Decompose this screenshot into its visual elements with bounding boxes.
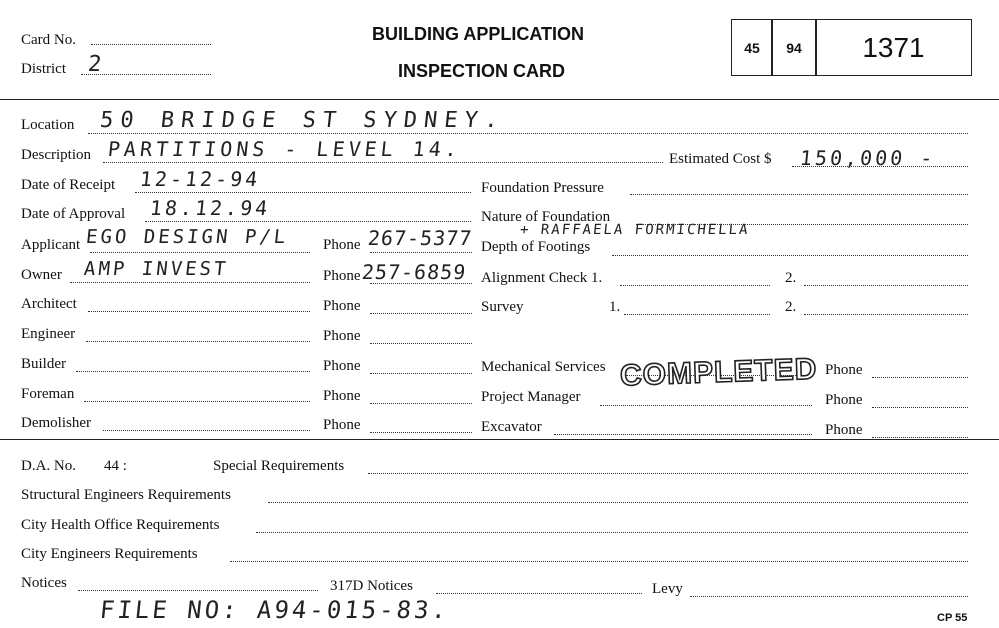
owner-label: Owner: [21, 267, 62, 283]
city-engineers-line: [230, 561, 968, 562]
notices-label: Notices: [21, 575, 67, 591]
notices-line: [78, 590, 318, 591]
estimated-cost-value: 150,000 -: [798, 146, 937, 170]
owner-line: [70, 282, 310, 283]
demolisher-phone-line: [370, 432, 472, 433]
alignment-check-label: Alignment Check 1.: [481, 270, 603, 286]
card-no-label: Card No.: [21, 32, 76, 48]
alignment-check-1-line: [620, 285, 770, 286]
excavator-phone-label: Phone: [825, 422, 863, 438]
project-manager-label: Project Manager: [481, 389, 581, 405]
location-value: 50 BRIDGE ST SYDNEY.: [98, 108, 507, 133]
form-code: CP 55: [937, 612, 968, 624]
description-line: [103, 162, 663, 163]
applicant-line: [90, 252, 310, 253]
city-engineers-label: City Engineers Requirements: [21, 546, 198, 562]
project-manager-line: [600, 405, 812, 406]
owner-phone-label: Phone: [323, 268, 361, 284]
project-manager-phone-label: Phone: [825, 392, 863, 408]
special-requirements-line: [368, 473, 968, 474]
reference-box: [731, 19, 972, 77]
survey-2-line: [804, 314, 968, 315]
foreman-phone-line: [370, 403, 472, 404]
ref-box-2-value: 94: [786, 39, 802, 56]
card-no-line: [91, 44, 211, 45]
foundation-pressure-line: [630, 194, 968, 195]
da-no-value: 44 :: [104, 458, 127, 474]
date-of-receipt-label: Date of Receipt: [21, 177, 116, 193]
survey-1-label: 1.: [609, 299, 621, 315]
owner-phone-value: 257-6859: [360, 260, 468, 284]
builder-phone-label: Phone: [323, 358, 361, 374]
architect-line: [88, 311, 310, 312]
file-no-value: FILE NO: A94-015-83.: [98, 596, 451, 624]
excavator-phone-line: [872, 437, 968, 438]
structural-engineers-line: [268, 502, 968, 503]
footings-note: + RAFFAELA FORMICHELLA: [519, 222, 751, 238]
engineer-line: [86, 341, 310, 342]
description-label: Description: [21, 147, 91, 163]
foreman-line: [84, 401, 310, 402]
notices-317d-line: [436, 593, 642, 594]
da-no-label: D.A. No.: [21, 458, 76, 474]
architect-phone-label: Phone: [323, 298, 361, 314]
applicant-value: EGO DESIGN P/L: [84, 226, 290, 248]
completed-stamp: COMPLETED: [619, 352, 818, 393]
demolisher-label: Demolisher: [21, 415, 91, 431]
demolisher-line: [103, 430, 310, 431]
demolisher-phone-label: Phone: [323, 417, 361, 433]
ref-box-1: [731, 19, 773, 76]
foreman-label: Foreman: [21, 386, 75, 402]
description-value: PARTITIONS - LEVEL 14.: [106, 137, 463, 161]
date-of-approval-label: Date of Approval: [21, 206, 126, 222]
owner-value: AMP INVEST: [82, 258, 230, 280]
mechanical-services-label: Mechanical Services: [481, 359, 606, 375]
district-value: 2: [86, 52, 106, 77]
city-health-label: City Health Office Requirements: [21, 517, 220, 533]
card-title-line2: INSPECTION CARD: [398, 61, 566, 81]
alignment-check-2-line: [804, 285, 968, 286]
ref-box-2: [771, 19, 817, 76]
foundation-pressure-label: Foundation Pressure: [481, 180, 604, 196]
survey-1-line: [624, 314, 770, 315]
applicant-phone-line: [370, 252, 472, 253]
project-manager-phone-line: [872, 407, 968, 408]
mechanical-phone-label: Phone: [825, 362, 863, 378]
ref-number-value: 1371: [862, 31, 925, 63]
applicant-label: Applicant: [21, 237, 81, 253]
ref-number-box: [815, 19, 972, 76]
engineer-label: Engineer: [21, 326, 76, 342]
estimated-cost-label: Estimated Cost $: [669, 151, 772, 167]
structural-engineers-label: Structural Engineers Requirements: [21, 487, 231, 503]
card-title-line1: BUILDING APPLICATION: [372, 24, 584, 44]
levy-line: [690, 596, 968, 597]
district-label: District: [21, 61, 66, 77]
divider-middle: [0, 439, 999, 440]
ref-box-1-value: 45: [744, 39, 760, 56]
survey-2-label: 2.: [785, 299, 797, 315]
builder-label: Builder: [21, 356, 66, 372]
architect-phone-line: [370, 313, 472, 314]
builder-phone-line: [370, 373, 472, 374]
engineer-phone-line: [370, 343, 472, 344]
date-of-approval-value: 18.12.94: [148, 196, 272, 220]
excavator-label: Excavator: [481, 419, 542, 435]
alignment-check-2-label: 2.: [785, 270, 797, 286]
excavator-line: [554, 434, 812, 435]
date-of-receipt-value: 12-12-94: [138, 167, 262, 191]
date-of-receipt-line: [135, 192, 471, 193]
survey-label: Survey: [481, 299, 524, 315]
foreman-phone-label: Phone: [323, 388, 361, 404]
divider-top: [0, 99, 999, 100]
architect-label: Architect: [21, 296, 77, 312]
location-label: Location: [21, 117, 75, 133]
nature-of-foundation-label: Nature of Foundation: [481, 209, 611, 225]
mechanical-phone-line: [872, 377, 968, 378]
notices-317d-label: 317D Notices: [330, 578, 413, 594]
date-of-approval-line: [145, 221, 471, 222]
levy-label: Levy: [652, 581, 683, 597]
builder-line: [76, 371, 310, 372]
city-health-line: [256, 532, 968, 533]
depth-of-footings-label: Depth of Footings: [481, 239, 591, 255]
applicant-phone-value: 267-5377: [366, 226, 474, 250]
special-requirements-label: Special Requirements: [213, 458, 345, 474]
applicant-phone-label: Phone: [323, 237, 361, 253]
location-line: [88, 133, 968, 134]
depth-of-footings-line: [612, 255, 968, 256]
engineer-phone-label: Phone: [323, 328, 361, 344]
